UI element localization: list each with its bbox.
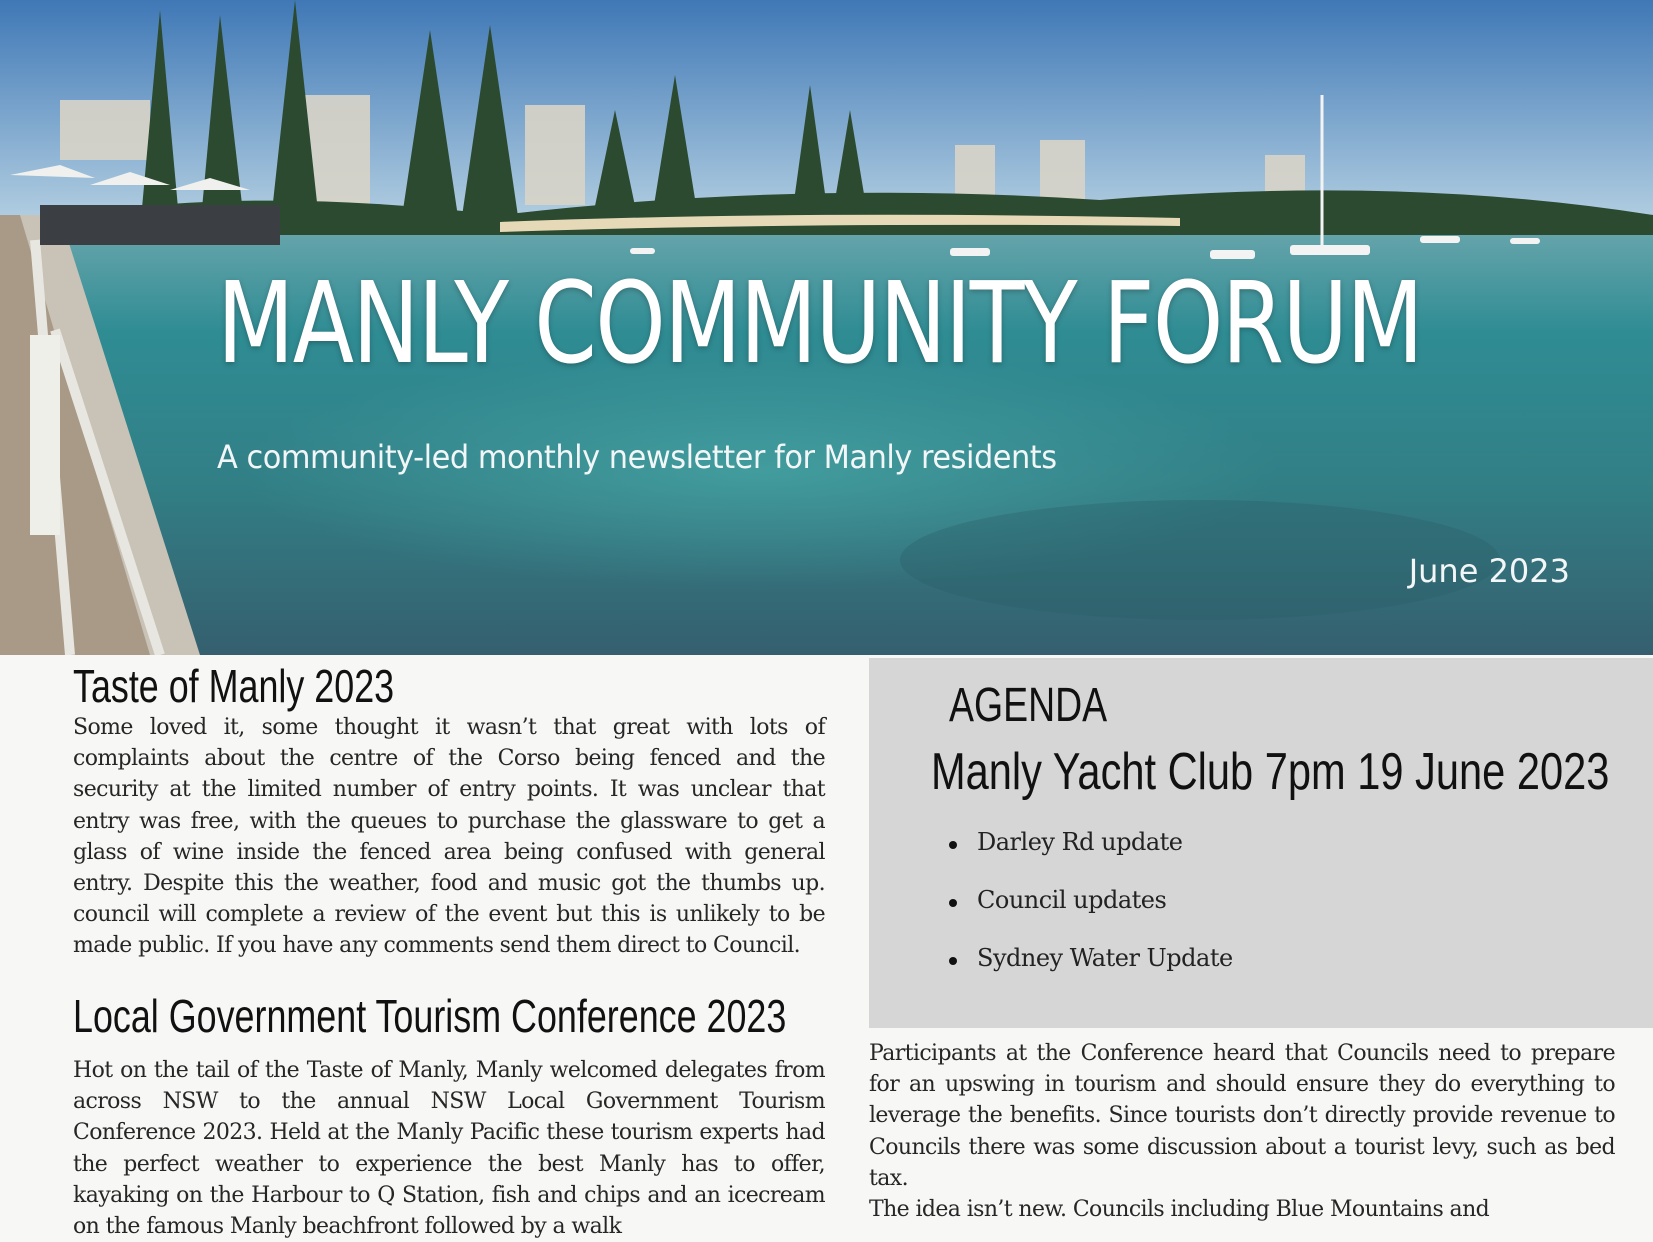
agenda-title: AGENDA [949,679,1108,732]
agenda-venue: Manly Yacht Club 7pm 19 June 2023 [931,743,1610,801]
conference-paragraph: Participants at the Conference heard that Councils need to prepare for an upswing in tourism and should ensure they do everything to leverage the benefits. Since tourists don’t directly provide revenue to Councils there was some discussion about a tourist levy, such as bed tax. [869,1041,1615,1191]
article-heading-taste-of-manly: Taste of Manly 2023 [73,660,395,712]
conference-paragraph: The idea isn’t new. Councils including Blue Mountains and [869,1197,1490,1223]
agenda-item: Council updates [949,886,1233,944]
newsletter-title: MANLY COMMUNITY FORUM [217,259,1423,389]
article-body-taste-of-manly: Some loved it, some thought it wasn’t that great with lots of complaints about the centre of the Corso being fenced and the security at the limited number of entry points. It was unclear that entry was free, with the queues to purchase the glassware to get a glass of wine inside the fenced area being confused with general entry. Despite this the weather, food and music got the thumbs up. council will complete a review of the event but this is unlikely to be made public. If you have any comments send them direct to Council. [73,715,825,959]
agenda-list [949,828,1233,1002]
issue-date: June 2023 [1408,552,1570,590]
agenda-item: Darley Rd update [949,828,1233,886]
agenda-item: Sydney Water Update [949,944,1233,1002]
conference-continued [869,1038,1615,1225]
newsletter-subtitle: A community-led monthly newsletter for Manly residents [217,438,1057,476]
article-body-tourism-conference: Hot on the tail of the Taste of Manly, Manly welcomed delegates from across NSW to the annual NSW Local Government Tourism Conference 2023. Held at the Manly Pacific these tourism experts had the perfect weather to experience the best Manly has to offer, kayaking on the Harbour to Q Station, fish and chips and an icecream on the famous Manly beachfront followed by a walk [73,1058,825,1240]
agenda-box [869,658,1653,1028]
article-heading-tourism-conference: Local Government Tourism Conference 2023 [73,990,787,1042]
